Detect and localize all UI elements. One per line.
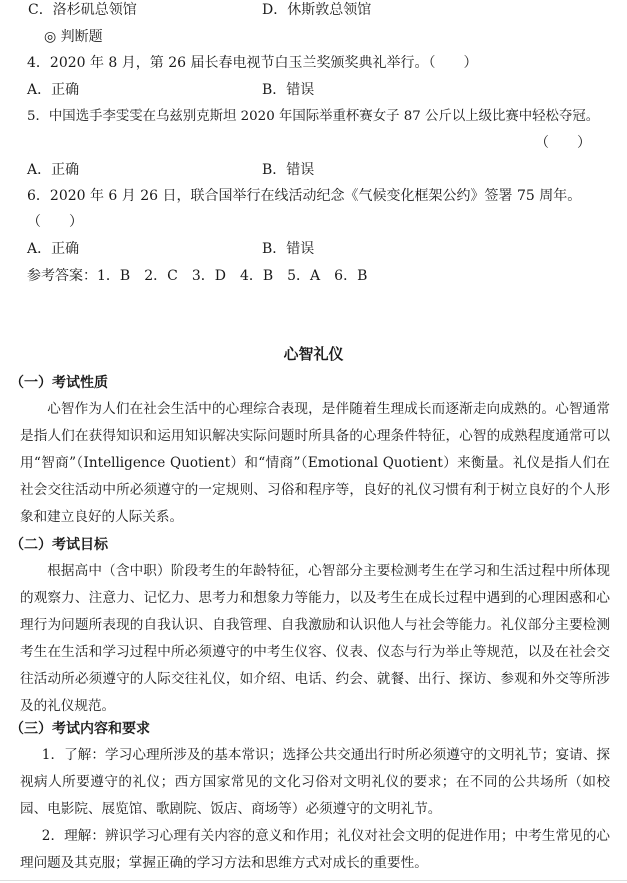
option-d: D．休斯敦总领馆 <box>262 2 372 18</box>
paragraph-understand-level: 1．了解：学习心理所涉及的基本常识；选择公共交通出行时所必须遵守的文明礼节；宴请、探视病人所要遵守的礼仪；西方国家常见的文化习俗对文明礼仪的要求；在不同的公共场所（如校园、电影院、展览馆、歌剧院、饭店、商场等）必须遵守的文明礼节。 <box>20 747 610 817</box>
section-heading-content: （三）考试内容和要求 <box>10 721 150 737</box>
paragraph-nature: 心智作为人们在社会生活中的心理综合表现，是伴随着生理成长而逐渐走向成熟的。心智通常是指人们在获得知识和运用知识解决实际问题时所具备的心理条件特征，心智的成熟程度通常可以用“智商”（Intelligence Quotient）和“情商”（Emotional Quotient）来衡量。礼仪是指人们在社会交往活动中所必须遵守的一定规则、习俗和程序等，良好的礼仪习惯有利于树立良好的个人形象和建立良好的人际关系。 <box>20 401 610 525</box>
judge-section-heading: ◎ 判断题 <box>44 29 103 45</box>
article-title: 心智礼仪 <box>283 345 344 363</box>
question-6-answer-blank: （ ） <box>27 214 83 230</box>
paragraph-goals: 根据高中（含中职）阶段考生的年龄特征，心智部分主要检测考生在学习和生活过程中所体现的观察力、注意力、记忆力、思考力和想象力等能力，以及考生在成长过程中遇到的心理困惑和心理行为问题所表现的自我认识、自我管理、自我激励和认识他人与社会等能力。礼仪部分主要检测考生在生活和学习过程中所必须遵守的中考生仪容、仪表、仪态与行为举止等规范，以及在社会交往活动所必须遵守的人际交往礼仪，如介绍、电话、约会、就餐、出行、探访、参观和外交等所涉及的礼仪规范。 <box>20 563 610 714</box>
question-4-stem: 4．2020 年 8 月，第 26 届长春电视节白玉兰奖颁奖典礼举行。（ ） <box>27 55 478 71</box>
answer-key: 参考答案：1．B 2．C 3．D 4．B 5．A 6．B <box>27 268 368 284</box>
section-heading-goals: （二）考试目标 <box>10 537 108 553</box>
section-heading-nature: （一）考试性质 <box>10 375 108 391</box>
question-5-answer-blank: （ ） <box>535 135 591 151</box>
question-4-option-b: B．错误 <box>262 82 315 98</box>
paragraph-comprehend-level: 2．理解：辨识学习心理有关内容的意义和作用；礼仪对社会文明的促进作用；中考生常见的心理问题及其克服；掌握正确的学习方法和思维方式对成长的重要性。 <box>20 828 610 871</box>
question-4-option-a: A．正确 <box>27 82 80 98</box>
question-6-option-b: B．错误 <box>262 241 315 257</box>
question-5-stem: 5．中国选手李雯雯在乌兹别克斯坦 2020 年国际举重杯赛女子 87 公斤以上级比赛中轻松夺冠。 <box>27 109 600 124</box>
question-6-stem: 6．2020 年 6 月 26 日，联合国举行在线活动纪念《气候变化框架公约》签署 75 周年。 <box>27 188 582 204</box>
question-5-option-b: B．错误 <box>262 162 315 178</box>
question-6-option-a: A．正确 <box>27 241 80 257</box>
question-5-option-a: A．正确 <box>27 162 80 178</box>
option-c: C．洛杉矶总领馆 <box>28 2 137 18</box>
page-bottom-divider <box>0 880 627 881</box>
